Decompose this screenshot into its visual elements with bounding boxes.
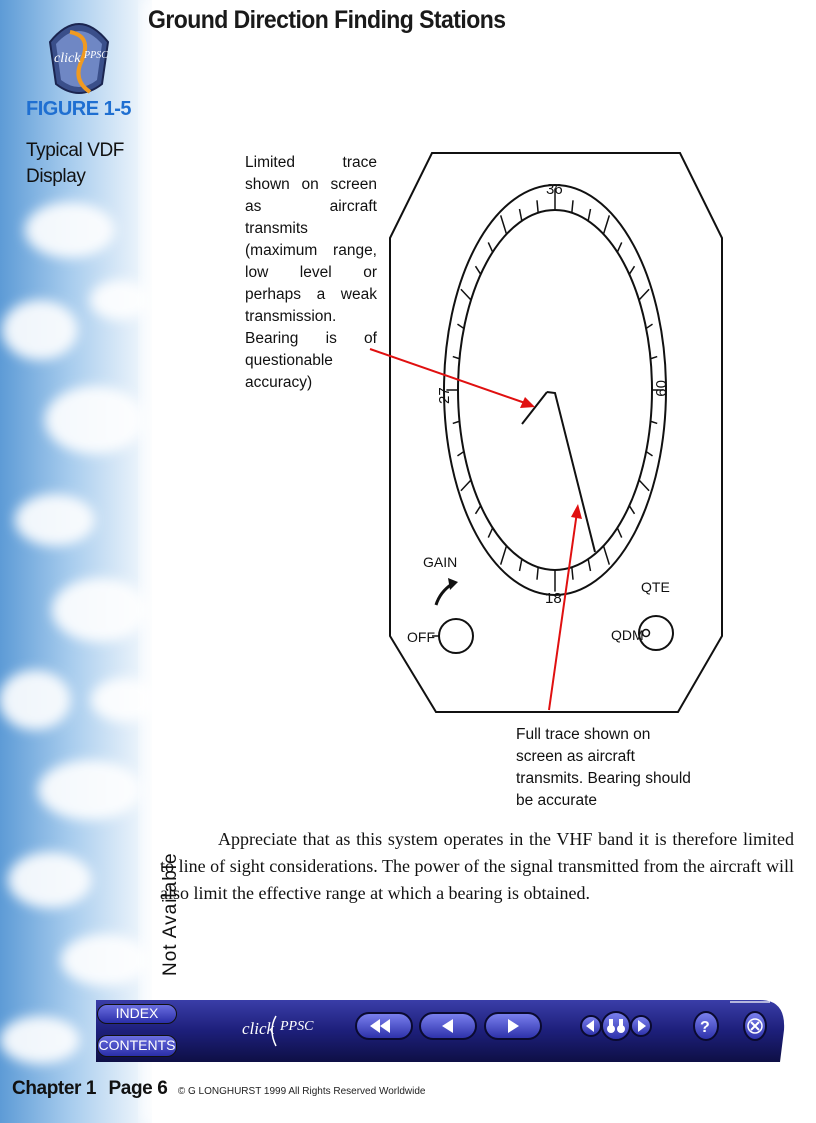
page-footer	[12, 1078, 425, 1100]
dial-outer-ring	[444, 185, 666, 595]
gain-label: GAIN	[423, 554, 458, 570]
dial-label-south: 18	[545, 590, 562, 607]
dial-tick	[617, 528, 621, 538]
close-button[interactable]	[744, 1012, 766, 1040]
index-button[interactable]: INDEX	[97, 1004, 177, 1024]
qte-label: QTE	[641, 579, 670, 595]
dial-label-east: 09	[652, 380, 669, 397]
dial-ticks	[446, 188, 663, 591]
back-button[interactable]	[420, 1013, 476, 1039]
full-trace	[547, 392, 595, 552]
dial-tick	[475, 266, 480, 274]
dial-tick	[453, 357, 460, 359]
dial-tick	[651, 357, 658, 359]
not-available-stamp: Not Available	[160, 852, 181, 976]
dial-tick	[520, 559, 522, 571]
dial-tick	[572, 567, 573, 579]
dial-tick	[457, 324, 463, 328]
qdm-label: QDM	[611, 627, 644, 643]
prev-button[interactable]	[581, 1016, 601, 1036]
dial-tick	[501, 215, 507, 234]
navigation-bar	[92, 997, 786, 1063]
svg-text:PPSC: PPSC	[84, 50, 108, 61]
dial-label-west: 27	[436, 387, 453, 404]
dial-tick	[617, 242, 621, 252]
dial-tick	[639, 480, 649, 491]
dial-tick	[604, 215, 610, 234]
dial-tick	[453, 421, 460, 423]
limited-trace	[522, 392, 547, 424]
page-title: Ground Direction Finding Stations	[148, 6, 506, 34]
dial-tick	[475, 506, 480, 514]
copyright-notice: © G LONGHURST 1999 All Rights Reserved Worldwide	[177, 1086, 426, 1097]
dial-tick	[639, 289, 649, 300]
figure-caption: Typical VDF Display	[26, 140, 125, 187]
nav-logo-click: click	[242, 1019, 275, 1038]
dial-tick	[461, 480, 471, 491]
full-trace-arrow	[549, 512, 577, 710]
off-label: OFF	[407, 629, 435, 645]
dial-tick	[457, 452, 463, 456]
gain-knob	[439, 619, 473, 653]
svg-text:click: click	[54, 51, 81, 66]
dial-tick	[651, 421, 658, 423]
dial-label-north: 36	[546, 181, 563, 198]
rewind-button[interactable]	[356, 1013, 412, 1039]
dial-tick	[604, 546, 610, 565]
contents-button[interactable]: CONTENTS	[97, 1035, 177, 1057]
dial-tick	[646, 324, 652, 328]
ppsc-logo	[42, 12, 116, 102]
dial-tick	[461, 289, 471, 300]
dial-tick	[501, 546, 507, 565]
body-paragraph: Appreciate that as this system operates in the VHF band it is therefore limited to line of sight considerations. The power of the signal transmitted from the aircraft will also limit the effective range at which a bearing is obtained.	[160, 829, 794, 903]
forward-button[interactable]	[485, 1013, 541, 1039]
dial-tick	[537, 200, 538, 212]
dial-tick	[629, 266, 634, 274]
next-button[interactable]	[631, 1016, 651, 1036]
dial-tick	[488, 528, 492, 538]
dial-tick	[588, 559, 590, 571]
limited-trace-note: Limited trace shown on screen as aircraft transmits (maximum range, low level or perhaps a weak transmission. Bearing is of questionable accuracy)	[245, 154, 377, 391]
qte-qdm-knob	[639, 616, 673, 650]
figure-number: FIGURE 1-5	[26, 98, 132, 120]
dial-tick	[572, 200, 573, 212]
dial-tick	[488, 242, 492, 252]
binoculars-button[interactable]	[602, 1012, 630, 1040]
dial-tick	[646, 452, 652, 456]
page-label: Page 6	[108, 1078, 168, 1099]
nav-logo-ppsc: PPSC	[280, 1019, 314, 1034]
dial-tick	[537, 567, 538, 579]
dial-tick	[520, 209, 522, 221]
help-icon: ?	[700, 1019, 710, 1036]
chapter-label: Chapter 1	[12, 1078, 97, 1099]
help-button[interactable]	[694, 1012, 718, 1040]
full-trace-note: Full trace shown on screen as aircraft transmits. Bearing should be accurate	[516, 726, 691, 809]
dial-tick	[629, 506, 634, 514]
dial-tick	[588, 209, 590, 221]
